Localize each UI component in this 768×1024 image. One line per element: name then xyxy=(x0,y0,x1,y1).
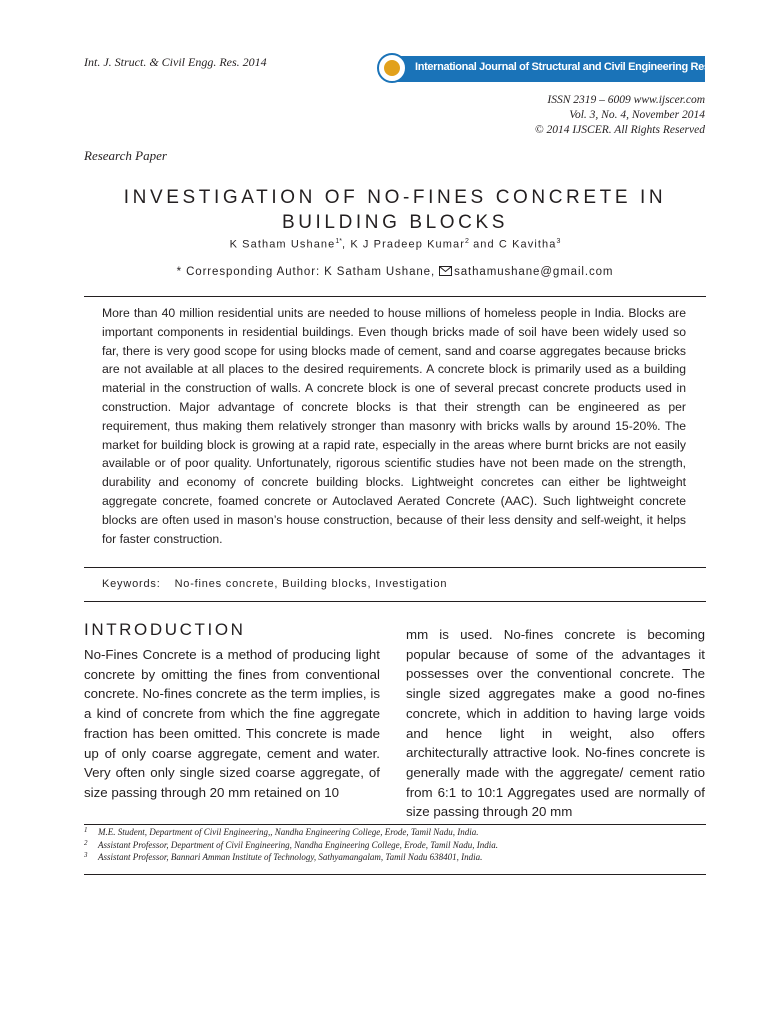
paper-type: Research Paper xyxy=(84,148,167,163)
author-separator: and xyxy=(468,238,499,251)
paper-title xyxy=(84,185,706,235)
keywords-top-rule xyxy=(84,567,706,568)
abstract: More than 40 million residential units are needed to house millions of homeless people in India. Blocks are important components in residential buildings. Even though bricks made of soil have been widely used so far, there is very good scope for using blocks made of cement, sand and coarse aggregates because bricks are not available at all places to the desired requirements. A concrete block is primarily used as a building material in the construction of walls. A concrete block is one of several precast concrete products used in construction. Major advantage of concrete blocks is that their strength can be engineered as per requirement, thus making them relatively stronger than masonry with bricks walls by around 15-20%. The market for building block is growing at a rapid rate, especially in the areas where burnt bricks are not easily available or of poor quality. Unfortunately, rigorous scientific studies have not been made on the strength, durability and economy of concrete building blocks. Lightweight concretes can either be lightweight aggregate concrete, foamed concrete or Autoclaved Aerated Concrete (AAC). Such lightweight concrete blocks are often used in mason’s house construction, because of their less density and self-weight, it helps for faster construction. xyxy=(102,306,686,546)
keywords-label: Keywords: xyxy=(102,578,161,590)
corresponding-label: * Corresponding Author: K Satham Ushane xyxy=(176,266,431,278)
footnote-top-rule xyxy=(84,824,706,825)
journal-reference: Int. J. Struct. & Civil Engg. Res. 2014 xyxy=(84,55,267,69)
author-1: K Satham Ushane xyxy=(229,238,336,251)
author-1-affiliation: 1* xyxy=(335,238,342,245)
banner-title: International Journal of Structural and Civil Engineering Research xyxy=(415,61,738,73)
footnote-mark: 1 xyxy=(84,826,88,834)
corresponding-author: * Corresponding Author: K Satham Ushane, sathamushane@gmail.com xyxy=(176,266,614,278)
envelope-icon xyxy=(439,266,452,279)
keywords-text: No-fines concrete, Building blocks, Investigation xyxy=(174,578,448,590)
corresponding-email[interactable]: sathamushane@gmail.com xyxy=(454,266,614,278)
introduction-left-column: No-Fines Concrete is a method of producing light concrete by omitting the fines from conventional concrete. No-fines concrete as the term implies, is a kind of concrete from which the fine aggregate fraction has been omitted. This concrete is made up of only coarse aggregate, cement and water. Very often only single sized coarse aggregate, of size passing through 20 mm retained on 10 xyxy=(84,647,380,800)
author-separator: , xyxy=(342,238,351,251)
footnote-mark: 3 xyxy=(84,851,88,859)
journal-banner xyxy=(377,52,738,84)
author-3: C Kavitha xyxy=(498,238,557,251)
section-heading-introduction: INTRODUCTION xyxy=(84,620,246,639)
author-list xyxy=(84,238,706,251)
author-2-affiliation: 2 xyxy=(465,238,469,245)
footnote-1 xyxy=(84,826,706,839)
footnote-3 xyxy=(84,851,706,864)
footnotes xyxy=(84,826,706,864)
footnote-text: M.E. Student, Department of Civil Engineering,, Nandha Engineering College, Erode, Tamil Nadu, India. xyxy=(98,827,479,837)
issn-line: ISSN 2319 – 6009 www.ijscer.com xyxy=(547,94,705,106)
copyright-line: © 2014 IJSCER. All Rights Reserved xyxy=(534,124,705,136)
title-line-1: INVESTIGATION OF NO-FINES CONCRETE IN xyxy=(123,186,667,208)
author-3-affiliation: 3 xyxy=(556,238,561,245)
footnote-text: Assistant Professor, Bannari Amman Institute of Technology, Sathyamangalam, Tamil Nadu 638401, India. xyxy=(98,852,483,862)
keywords xyxy=(102,578,447,590)
author-2: K J Pradeep Kumar xyxy=(350,238,466,251)
footnote-text: Assistant Professor, Department of Civil Engineering, Nandha Engineering College, Erode, Tamil Nadu, India. xyxy=(98,839,498,850)
introduction-right-column: mm is used. No-fines concrete is becoming popular because of some of the advantages it possesses over the conventional concrete. The single sized aggregates make a good no-fines concrete, which in addition to having large voids and hence light in weight, also offers architecturally attractive look. No-fines concrete is generally made with the aggregate/ cement ratio from 6:1 to 10:1 Aggregates used are normally of size passing through 20 mm xyxy=(406,627,705,820)
title-line-2: BUILDING BLOCKS xyxy=(281,211,509,233)
issn-block xyxy=(535,93,705,138)
volume-line: Vol. 3, No. 4, November 2014 xyxy=(569,109,705,121)
footnote-mark: 2 xyxy=(84,838,88,847)
keywords-bottom-rule xyxy=(84,601,706,602)
journal-logo-icon xyxy=(377,53,407,83)
abstract-top-rule xyxy=(84,296,706,297)
footnote-2 xyxy=(84,839,706,852)
footnote-bottom-rule xyxy=(84,874,706,875)
